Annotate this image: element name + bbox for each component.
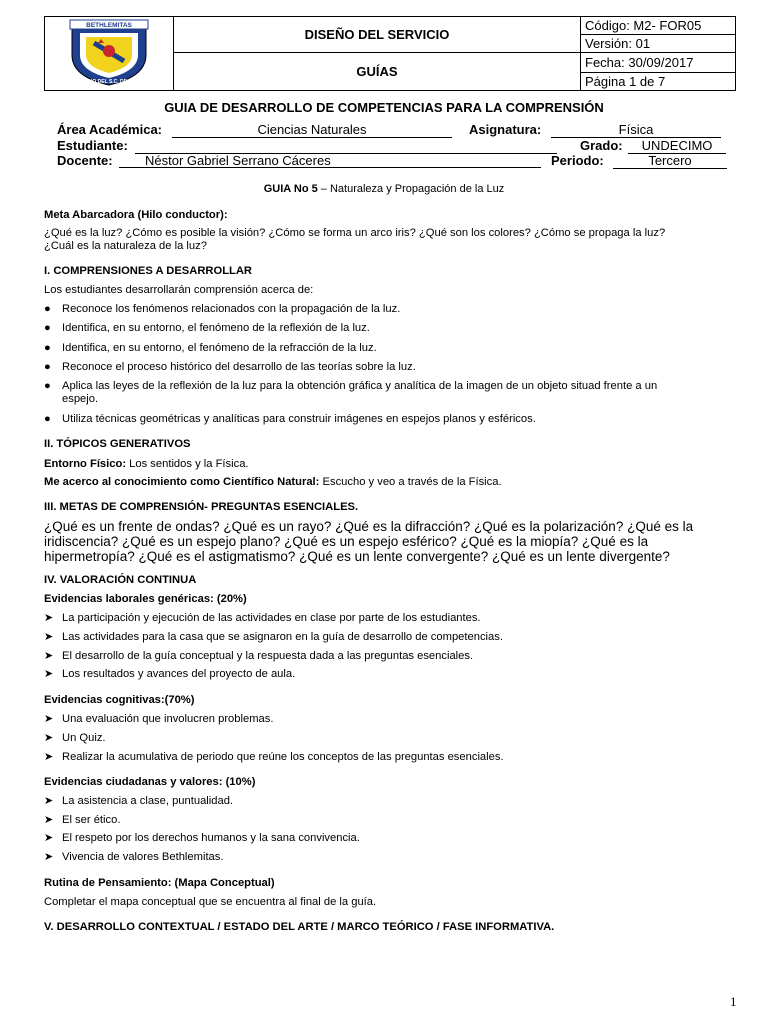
grade-label: Grado: — [580, 138, 623, 153]
doc-page: Página 1 de 7 — [581, 73, 736, 91]
routine-heading: Rutina de Pensamiento: (Mapa Conceptual) — [44, 877, 275, 889]
teacher-row — [57, 153, 737, 169]
area-row — [57, 122, 737, 138]
guide-number: GUIA No 5 — [263, 183, 318, 195]
school-crest-icon — [54, 17, 164, 87]
student-label: Estudiante: — [57, 138, 128, 153]
arrow-bullet-icon: ➤ — [44, 631, 54, 643]
section1-heading: I. COMPRENSIONES A DESARROLLAR — [44, 265, 253, 277]
period-value: Tercero — [613, 153, 727, 169]
teacher-value: Néstor Gabriel Serrano Cáceres — [119, 153, 541, 168]
arrow-bullet-icon: ➤ — [44, 832, 54, 844]
arrow-bullet-icon: ➤ — [44, 732, 54, 744]
arrow-bullet-icon: ➤ — [44, 650, 54, 662]
arrow-bullet-icon: ➤ — [44, 612, 54, 624]
section2-line-2: Me acerco al conocimiento como Científico Natural: Escucho y veo a través de la Física. — [44, 476, 502, 488]
bullet-icon: ● — [44, 380, 51, 392]
meta-line-2: ¿Cuál es la naturaleza de la luz? — [44, 240, 207, 252]
bullet-icon: ● — [44, 303, 51, 315]
logo-top-text: BETHLEMITAS — [86, 22, 132, 29]
section3-line-2: iridiscencia? ¿Qué es un espejo plano? ¿Qué es un espejo esférico? ¿Qué es la miopía? ¿Qué es la — [44, 534, 649, 549]
meta-heading: Meta Abarcadora (Hilo conductor): — [44, 209, 228, 221]
arrow-bullet-icon: ➤ — [44, 795, 54, 807]
header-table — [44, 16, 736, 91]
subject-value: Física — [551, 122, 721, 138]
arrow-bullet-icon: ➤ — [44, 713, 54, 725]
page-number: 1 — [730, 994, 737, 1009]
arrow-bullet-icon: ➤ — [44, 851, 54, 863]
doc-code: Código: M2- FOR05 — [581, 17, 736, 35]
subject-label: Asignatura: — [469, 122, 542, 137]
meta-line-1: ¿Qué es la luz? ¿Cómo es posible la visión? ¿Cómo se forma un arco iris? ¿Qué son los colores? ¿Cómo se propaga la luz? — [44, 227, 666, 239]
guide-topic: – Naturaleza y Propagación de la Luz — [317, 183, 505, 195]
document-title: GUIA DE DESARROLLO DE COMPETENCIAS PARA LA COMPRENSIÓN — [164, 100, 604, 115]
section3-line-1: ¿Qué es un frente de ondas? ¿Qué es un rayo? ¿Qué es la difracción? ¿Qué es la polarización? ¿Qué es la — [44, 519, 694, 534]
section1-intro: Los estudiantes desarrollarán comprensión acerca de: — [44, 284, 314, 296]
student-row — [57, 138, 737, 154]
grade-value: UNDECIMO — [628, 138, 726, 154]
area-value: Ciencias Naturales — [172, 122, 452, 138]
section3-line-3: hipermetropía? ¿Qué es el astigmatismo? ¿Qué es un lente convergente? ¿Qué es un lente divergente? — [44, 549, 670, 564]
section2-heading: II. TÓPICOS GENERATIVOS — [44, 438, 191, 450]
area-label: Área Académica: — [57, 122, 163, 137]
bullet-icon: ● — [44, 322, 51, 334]
section5-heading: V. DESARROLLO CONTEXTUAL / ESTADO DEL ARTE / MARCO TEÓRICO / FASE INFORMATIVA. — [44, 921, 555, 933]
service-title: DISEÑO DEL SERVICIO — [174, 17, 581, 53]
bullet-icon: ● — [44, 342, 51, 354]
labor-heading: Evidencias laborales genéricas: (20%) — [44, 593, 247, 605]
cognitive-heading: Evidencias cognitivas:(70%) — [44, 694, 195, 706]
student-value — [135, 138, 557, 154]
arrow-bullet-icon: ➤ — [44, 814, 54, 826]
guide-heading — [0, 183, 768, 195]
period-label: Periodo: — [551, 153, 604, 168]
school-logo-cell — [45, 17, 174, 91]
section3-heading: III. METAS DE COMPRENSIÓN- PREGUNTAS ESENCIALES. — [44, 501, 359, 513]
doc-date: Fecha: 30/09/2017 — [581, 53, 736, 73]
section4-heading: IV. VALORACIÓN CONTINUA — [44, 574, 197, 586]
doc-type: GUÍAS — [174, 53, 581, 91]
teacher-label: Docente: — [57, 153, 113, 168]
arrow-bullet-icon: ➤ — [44, 751, 54, 763]
routine-text: Completar el mapa conceptual que se encuentra al final de la guía. — [44, 896, 377, 908]
section2-line-1: Entorno Físico: Los sentidos y la Física. — [44, 458, 249, 470]
doc-version: Versión: 01 — [581, 35, 736, 53]
civic-heading: Evidencias ciudadanas y valores: (10%) — [44, 776, 256, 788]
logo-bottom-text: COLEGIO DEL S.C. DE JESÚS — [73, 79, 145, 85]
arrow-bullet-icon: ➤ — [44, 668, 54, 680]
bullet-icon: ● — [44, 413, 51, 425]
bullet-icon: ● — [44, 361, 51, 373]
